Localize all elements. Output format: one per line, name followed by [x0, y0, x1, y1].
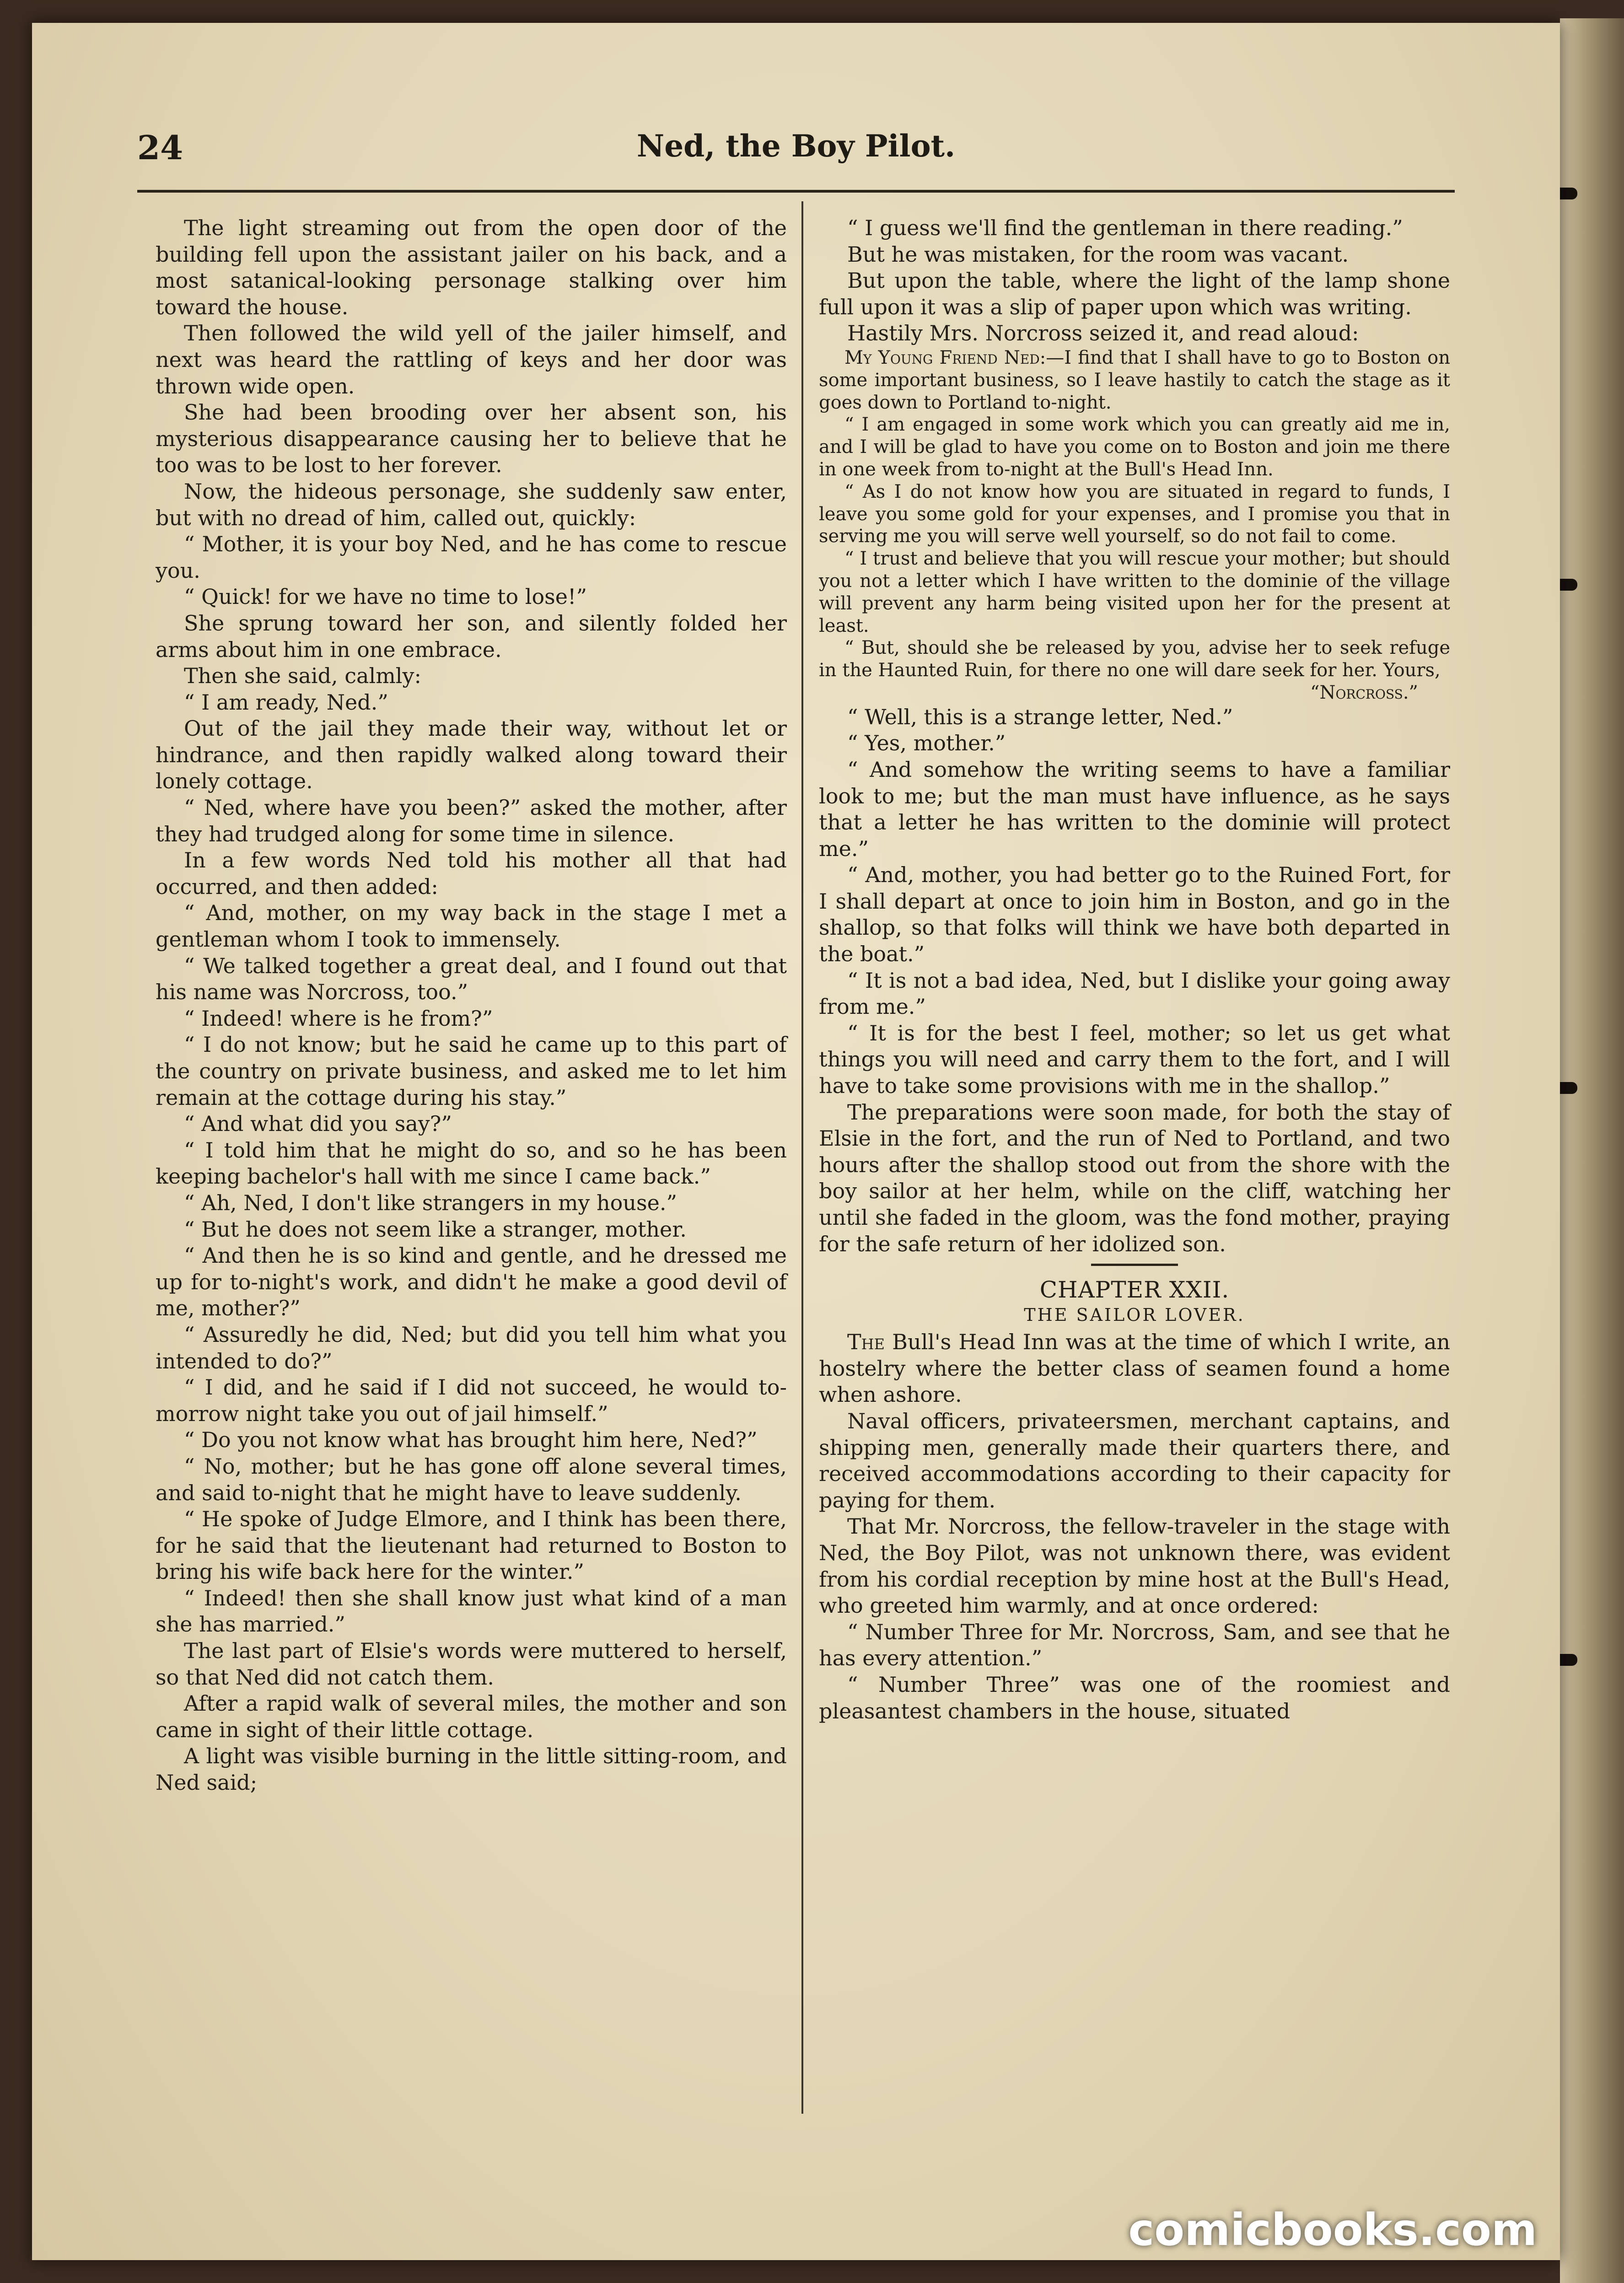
chapter-first-paragraph — [819, 1329, 1450, 1408]
left-column — [156, 215, 787, 1796]
paragraph: Then followed the wild yell of the jailer himself, and next was heard the rattling of keys and her door was thrown wide open. — [156, 321, 787, 398]
paragraph: “ It is not a bad idea, Ned, but I dislike your going away from me.” — [819, 968, 1450, 1019]
paragraph: “ I did, and he said if I did not succeed, he would to-morrow night take you out of jail himself.” — [156, 1375, 787, 1426]
paragraph: “ No, mother; but he has gone off alone several times, and said to-night that he might have to leave suddenly. — [156, 1454, 787, 1505]
paragraph: “ And what did you say?” — [184, 1111, 452, 1136]
letter-paragraph: “ But, should she be released by you, advise her to seek refuge in the Haunted Ruin, for there no one will dare seek for her. Yours, — [819, 637, 1450, 681]
paragraph: “ Ah, Ned, I don't like strangers in my house.” — [184, 1190, 677, 1215]
letter-opening-text: —I find that I shall have to go to Boston on some important business, so I leave hastily to catch the stage as it goes down to Portland to-night. — [819, 347, 1451, 413]
right-column-mid — [819, 704, 1450, 1257]
paragraph: The light streaming out from the open door of the building fell upon the assistant jailer on his back, and a most satanical-looking personage stalking over him toward the house. — [156, 215, 787, 319]
page-number: 24 — [137, 128, 183, 167]
paragraph: “ Indeed! where is he from?” — [184, 1006, 493, 1031]
letter-salutation: My Young Friend Ned: — [844, 347, 1046, 368]
paragraph: “ And somehow the writing seems to have a familiar look to me; but the man must have influence, as he says that a letter he has written to the dominie will protect me.” — [819, 757, 1450, 861]
paragraph: “ Number Three” was one of the roomiest and pleasantest chambers in the house, situated — [819, 1672, 1450, 1723]
paragraph: “ I told him that he might do so, and so he has been keeping bachelor's hall with me since I came back.” — [156, 1137, 787, 1189]
paragraph: After a rapid walk of several miles, the mother and son came in sight of their little cottage. — [156, 1691, 787, 1742]
paragraph: But upon the table, where the light of the lamp shone full upon it was a slip of paper upon which was writing. — [819, 268, 1450, 319]
paragraph: Out of the jail they made their way, without let or hindrance, and then rapidly walked along toward their lonely cottage. — [156, 716, 787, 794]
letter-paragraph: “ As I do not know how you are situated in regard to funds, I leave you some gold for your expenses, and I promise you that in serving me you will serve well yourself, so do not fail to come. — [819, 481, 1450, 547]
paragraph: But he was mistaken, for the room was vacant. — [847, 242, 1349, 267]
paragraph: Then she said, calmly: — [184, 663, 422, 689]
paragraph: “ I guess we'll find the gentleman in there reading.” — [847, 215, 1403, 240]
paragraph: She sprung toward her son, and silently folded her arms about him in one embrace. — [156, 610, 787, 662]
paragraph: “ And, mother, you had better go to the Ruined Fort, for I shall depart at once to join him in Boston, and go in the shallop, so that folks will think we have both departed in the boat.” — [819, 862, 1450, 967]
paragraph: The preparations were soon made, for both the stay of Elsie in the fort, and the run of Ned to Portland, and two hours after the shallop stood out from the shore with the boy sailor at her helm, while on the cliff, watching her until she faded in the gloom, was the fond mother, praying for the safe return of her idolized son. — [819, 1099, 1450, 1256]
paragraph: “ Quick! for we have no time to lose!” — [184, 584, 587, 609]
paragraph: A light was visible burning in the little sitting-room, and Ned said; — [156, 1744, 787, 1795]
paragraph: “ Number Three for Mr. Norcross, Sam, and see that he has every attention.” — [819, 1619, 1450, 1671]
paragraph: The last part of Elsie's words were muttered to herself, so that Ned did not catch them. — [156, 1638, 787, 1690]
paragraph: “ He spoke of Judge Elmore, and I think has been there, for he said that the lieutenant had returned to Boston to bring his wife back here for the winter.” — [156, 1507, 787, 1584]
paragraph: “ Well, this is a strange letter, Ned.” — [847, 704, 1233, 729]
paragraph: “ I do not know; but he said he came up to this part of the country on private business, and asked me to let him remain at the cottage during his stay.” — [156, 1032, 787, 1110]
paragraph: Naval officers, privateersmen, merchant captains, and shipping men, generally made their quarters there, and received accommodations according to their capacity for paying for them. — [819, 1408, 1450, 1513]
paragraph: “ And then he is so kind and gentle, and he dressed me up for to-night's work, and didn't he make a good devil of me, mother?” — [156, 1243, 787, 1321]
letter-signature: “Norcross.” — [1310, 682, 1418, 703]
paragraph: Now, the hideous personage, she suddenly saw enter, but with no dread of him, called out, quickly: — [156, 479, 787, 530]
letter-opening — [819, 347, 1450, 414]
paragraph: “ Assuredly he did, Ned; but did you tell him what you intended to do?” — [156, 1322, 787, 1373]
right-column-top — [819, 215, 1450, 347]
paragraph: “ I am ready, Ned.” — [184, 689, 388, 715]
column-divider — [801, 201, 803, 2114]
paragraph: “ But he does not seem like a stranger, mother. — [184, 1217, 687, 1242]
paragraph: “ We talked together a great deal, and I found out that his name was Norcross, too.” — [156, 953, 787, 1005]
paragraph: “ It is for the best I feel, mother; so let us get what things you will need and carry them to the fort, and I will have to take some provisions with me in the shallop.” — [819, 1020, 1450, 1098]
paragraph: In a few words Ned told his mother all that had occurred, and then added: — [156, 848, 787, 899]
paragraph: “ Indeed! then she shall know just what kind of a man she has married.” — [156, 1585, 787, 1637]
chapter-title: CHAPTER XXII. — [1039, 1276, 1230, 1303]
chapter-first-rest: Bull's Head Inn was at the time of which I write, an hostelry where the better class of seamen found a home when ashore. — [819, 1330, 1450, 1407]
paragraph: “ Ned, where have you been?” asked the mother, after they had trudged along for some time in silence. — [156, 795, 787, 846]
paragraph: That Mr. Norcross, the fellow-traveler in the stage with Ned, the Boy Pilot, was not unknown there, was evident from his cordial reception by mine host at the Bull's Head, who greeted him warmly, and at once ordered: — [819, 1514, 1450, 1618]
letter-paragraphs — [819, 414, 1450, 682]
binding-spine — [1560, 18, 1624, 2283]
paragraph: “ And, mother, on my way back in the stage I met a gentleman whom I took to immensely. — [156, 900, 787, 952]
letter — [819, 347, 1450, 704]
watermark: comicbooks.com — [1128, 2204, 1537, 2256]
running-title: Ned, the Boy Pilot. — [636, 128, 956, 164]
chapter-first-word: The — [847, 1330, 885, 1355]
right-column — [819, 215, 1450, 1724]
paragraph: “ Mother, it is your boy Ned, and he has come to rescue you. — [156, 532, 787, 583]
letter-paragraph: “ I trust and believe that you will rescue your mother; but should you not a letter which I have written to the dominie of the village will prevent any harm being visited upon her for the present at least. — [819, 548, 1450, 636]
chapter-rule — [1091, 1264, 1178, 1266]
page-header — [137, 128, 1455, 183]
header-rule — [137, 190, 1455, 193]
paragraph: “ Do you not know what has brought him here, Ned?” — [184, 1427, 758, 1453]
chapter-subtitle: THE SAILOR LOVER. — [1024, 1305, 1245, 1325]
letter-paragraph: “ I am engaged in some work which you can greatly aid me in, and I will be glad to have you come on to Boston and join me there in one week from to-night at the Bull's Head Inn. — [819, 414, 1450, 480]
paragraph: Hastily Mrs. Norcross seized it, and read aloud: — [847, 321, 1359, 346]
right-column-bottom — [819, 1408, 1450, 1724]
paragraph: “ Yes, mother.” — [847, 731, 1006, 756]
paragraph: She had been brooding over her absent son, his mysterious disappearance causing her to believe that he too was to be lost to her forever. — [156, 400, 787, 478]
